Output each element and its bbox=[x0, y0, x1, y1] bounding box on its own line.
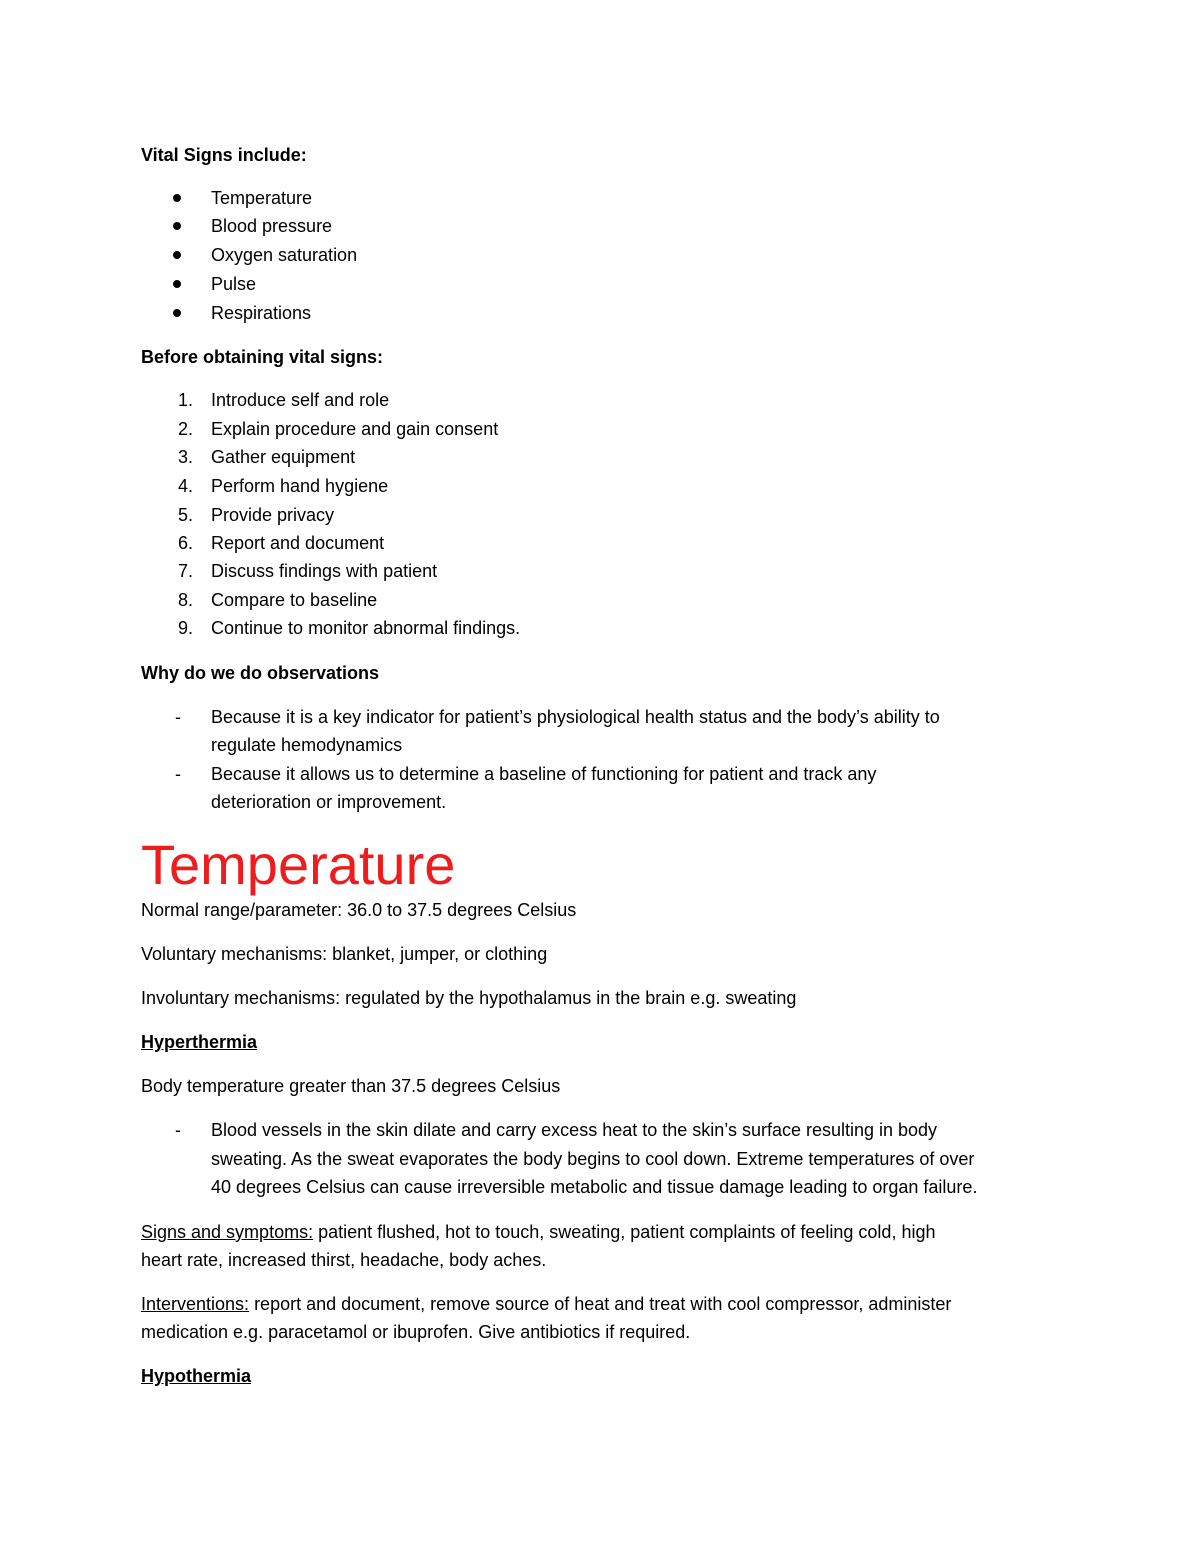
detail-line: sweating. As the sweat evaporates the body begins to cool down. Extreme temperatures of over bbox=[211, 1149, 975, 1169]
vital-sign-label: Temperature bbox=[211, 188, 313, 208]
bullet-icon bbox=[141, 188, 181, 209]
hyperthermia-detail-item bbox=[141, 1120, 937, 1141]
vital-sign-item bbox=[141, 274, 256, 295]
step-number: 9. bbox=[177, 618, 193, 638]
interventions-text: medication e.g. paracetamol or ibuprofen. Give antibiotics if required. bbox=[141, 1322, 691, 1342]
step-text: Report and document bbox=[211, 533, 385, 553]
vital-signs-heading: Vital Signs include: bbox=[141, 145, 307, 165]
vital-sign-item bbox=[141, 188, 312, 209]
procedure-step bbox=[141, 618, 520, 639]
reason-line: Because it allows us to determine a baseline of functioning for patient and track any bbox=[211, 764, 877, 784]
procedure-step bbox=[141, 476, 388, 497]
step-text: Perform hand hygiene bbox=[211, 476, 389, 496]
bullet-icon bbox=[141, 216, 181, 237]
before-heading: Before obtaining vital signs: bbox=[141, 347, 384, 367]
detail-line: 40 degrees Celsius can cause irreversible metabolic and tissue damage leading to organ failure. bbox=[211, 1177, 978, 1197]
bullet-icon bbox=[141, 274, 181, 295]
reason-line: regulate hemodynamics bbox=[211, 735, 403, 755]
step-text: Provide privacy bbox=[211, 505, 335, 525]
step-number: 5. bbox=[177, 505, 193, 525]
dash-icon: - bbox=[175, 764, 181, 784]
hyperthermia-definition: Body temperature greater than 37.5 degrees Celsius bbox=[141, 1076, 561, 1096]
step-number: 1. bbox=[177, 390, 193, 410]
detail-line: Blood vessels in the skin dilate and carry excess heat to the skin’s surface resulting in body bbox=[211, 1120, 938, 1140]
step-text: Discuss findings with patient bbox=[211, 561, 438, 581]
step-number: 8. bbox=[177, 590, 193, 610]
step-number: 7. bbox=[177, 561, 193, 581]
step-number: 2. bbox=[177, 419, 193, 439]
step-text: Introduce self and role bbox=[211, 390, 390, 410]
procedure-step bbox=[141, 447, 355, 468]
hyperthermia-heading: Hyperthermia bbox=[141, 1032, 258, 1052]
vital-sign-item bbox=[141, 303, 311, 324]
vital-sign-label: Pulse bbox=[211, 274, 257, 294]
reason-item bbox=[141, 707, 940, 728]
procedure-step bbox=[141, 505, 334, 526]
signs-symptoms-label: Signs and symptoms: bbox=[141, 1222, 314, 1242]
vital-sign-label: Blood pressure bbox=[211, 216, 333, 236]
interventions-text: report and document, remove source of heat and treat with cool compressor, administer bbox=[249, 1294, 952, 1314]
procedure-step bbox=[141, 590, 377, 611]
vital-sign-label: Oxygen saturation bbox=[211, 245, 358, 265]
reason-item bbox=[141, 764, 876, 785]
reason-line: Because it is a key indicator for patient’s physiological health status and the body’s ability to bbox=[211, 707, 940, 727]
temperature-title: Temperature bbox=[141, 833, 456, 896]
interventions-paragraph bbox=[141, 1294, 951, 1315]
vital-sign-item bbox=[141, 216, 332, 237]
step-number: 4. bbox=[177, 476, 193, 496]
vital-sign-label: Respirations bbox=[211, 303, 312, 323]
signs-symptoms-paragraph bbox=[141, 1222, 935, 1243]
vital-sign-item bbox=[141, 245, 357, 266]
dash-icon: - bbox=[175, 707, 181, 727]
procedure-step bbox=[141, 533, 384, 554]
voluntary-mechanisms-text: Voluntary mechanisms: blanket, jumper, or clothing bbox=[141, 944, 548, 964]
procedure-step bbox=[141, 419, 498, 440]
procedure-step bbox=[141, 561, 437, 582]
dash-icon: - bbox=[175, 1120, 181, 1140]
why-heading: Why do we do observations bbox=[141, 663, 380, 683]
step-text: Compare to baseline bbox=[211, 590, 378, 610]
step-number: 3. bbox=[177, 447, 193, 467]
step-text: Continue to monitor abnormal findings. bbox=[211, 618, 521, 638]
signs-symptoms-text: patient flushed, hot to touch, sweating, patient complaints of feeling cold, high bbox=[313, 1222, 936, 1242]
step-number: 6. bbox=[177, 533, 193, 553]
reason-line: deterioration or improvement. bbox=[211, 792, 447, 812]
signs-symptoms-text: heart rate, increased thirst, headache, body aches. bbox=[141, 1250, 547, 1270]
step-text: Explain procedure and gain consent bbox=[211, 419, 499, 439]
normal-range-text: Normal range/parameter: 36.0 to 37.5 degrees Celsius bbox=[141, 900, 577, 920]
procedure-step bbox=[141, 390, 389, 411]
step-text: Gather equipment bbox=[211, 447, 356, 467]
hypothermia-heading: Hypothermia bbox=[141, 1366, 252, 1386]
involuntary-mechanisms-text: Involuntary mechanisms: regulated by the hypothalamus in the brain e.g. sweating bbox=[141, 988, 797, 1008]
interventions-label: Interventions: bbox=[141, 1294, 250, 1314]
bullet-icon bbox=[141, 303, 181, 324]
bullet-icon bbox=[141, 245, 181, 266]
